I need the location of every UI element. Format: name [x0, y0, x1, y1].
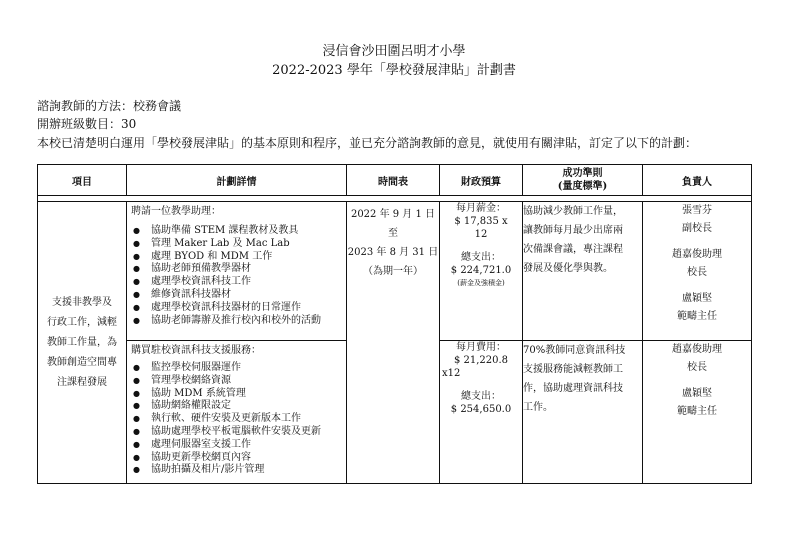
- budget-note: (薪金及強積金): [457, 279, 505, 287]
- list-item: ● 監控學校伺服器運作: [133, 362, 346, 375]
- responsible-line: 校長: [687, 362, 707, 373]
- schedule-line: 2023 年 8 月 31 日: [347, 247, 439, 258]
- budget-line: 總支出：: [461, 391, 501, 402]
- responsible-line: 範疇主任: [677, 406, 717, 417]
- responsible-cell: [643, 341, 752, 484]
- budget-line: 每月費用：: [456, 342, 506, 353]
- header-success: [523, 165, 643, 196]
- responsible-line: 盧穎堅: [682, 388, 712, 399]
- schedule-cell: [347, 202, 440, 484]
- budget-line: 總支出：: [461, 252, 501, 263]
- header-details: 計劃詳情: [127, 165, 347, 196]
- table-header-row: [38, 165, 752, 196]
- responsible-line: 張雪芬: [682, 205, 712, 216]
- responsible-cell: [643, 202, 752, 341]
- success-line: 作，協助處理資訊科技: [523, 383, 623, 394]
- list-item: ● 管理學校網絡資源: [133, 375, 346, 388]
- list-item: ● 協助更新學校網頁內容: [133, 452, 346, 465]
- detail-heading: 購買駐校資訊科技支援服務：: [131, 345, 261, 356]
- responsible-line: 範疇主任: [677, 311, 717, 322]
- budget-line: x12: [442, 368, 461, 379]
- plan-statement: 本校已清楚明白運用「學校發展津貼」的基本原則和程序，並已充分諮詢教師的意見，就使用有關津貼，訂定了以下的計劃：: [37, 136, 698, 150]
- header-success-title: 成功準則: [562, 168, 603, 179]
- table-row: [38, 202, 752, 341]
- success-line: 協助減少教師工作量，: [523, 206, 623, 217]
- schedule-line: 2022 年 9 月 1 日至: [350, 209, 436, 239]
- class-count: 開辦班級數目：30: [37, 117, 137, 131]
- plan-table: [37, 164, 752, 484]
- header-budget: 財政預算: [440, 165, 523, 196]
- list-item: ● 執行軟、硬件安裝及更新版本工作: [133, 413, 346, 426]
- list-item: ● 協助拍攝及相片/影片管理: [133, 464, 346, 477]
- success-line: 次備課會議，專注課程: [523, 244, 623, 255]
- list-item: ● 協助處理學校平板電腦軟件安裝及更新: [133, 426, 346, 439]
- list-item: ● 處理伺服器室支援工作: [133, 439, 346, 452]
- budget-line: $ 254,650.0: [450, 404, 512, 415]
- list-item: ● 協助準備 STEM 課程教材及教具: [133, 225, 346, 238]
- detail-list: [127, 225, 346, 327]
- school-name: 浸信會沙田圍呂明才小學: [322, 44, 466, 59]
- responsible-line: 校長: [687, 267, 707, 278]
- detail-cell: [127, 202, 347, 341]
- plan-title: 2022-2023 學年「學校發展津貼」計劃書: [272, 63, 516, 78]
- consult-method: 諮詢教師的方法：校務會議: [37, 99, 182, 113]
- schedule-line: （為期一年）: [363, 266, 423, 277]
- header-responsible: 負責人: [643, 165, 752, 196]
- budget-line: $ 21,220.8: [453, 355, 509, 366]
- item-line: 注課程發展: [57, 376, 107, 388]
- success-line: 70%教師同意資訊科技: [523, 345, 626, 356]
- list-item: ● 管理 Maker Lab 及 Mac Lab: [133, 238, 346, 251]
- budget-cell: [440, 341, 523, 484]
- responsible-line: 趙嘉俊助理: [672, 249, 722, 260]
- success-line: 工作。: [523, 402, 553, 413]
- success-line: 支援服務能減輕教師工: [523, 364, 623, 375]
- item-cell: [38, 202, 127, 484]
- list-item: ● 處理學校資訊科技工作: [133, 276, 346, 289]
- detail-list: [127, 362, 346, 477]
- header-success-sub: (量度標準): [557, 181, 608, 192]
- item-line: 教師工作量，為: [47, 336, 117, 348]
- responsible-line: 副校長: [682, 223, 712, 234]
- list-item: ● 協助老師預備教學器材: [133, 263, 346, 276]
- list-item: ● 協助老師籌辦及推行校內和校外的活動: [133, 315, 346, 328]
- success-cell: [523, 341, 643, 484]
- budget-line: $ 17,835 x: [454, 216, 508, 227]
- item-line: 支援非教學及: [52, 296, 112, 308]
- list-item: ● 處理學校資訊科技器材的日常運作: [133, 302, 346, 315]
- detail-cell: [127, 341, 347, 484]
- budget-line: 每月薪金：: [456, 203, 506, 214]
- budget-line: $ 224,721.0: [450, 265, 512, 276]
- list-item: ● 協助 MDM 系統管理: [133, 388, 346, 401]
- list-item: ● 維修資訊科技器材: [133, 289, 346, 302]
- budget-cell: [440, 202, 523, 341]
- list-item: ● 協助網絡權限設定: [133, 400, 346, 413]
- header-schedule: 時間表: [347, 165, 440, 196]
- budget-line: 12: [474, 229, 488, 240]
- responsible-line: 趙嘉俊助理: [672, 344, 722, 355]
- responsible-line: 盧穎堅: [682, 293, 712, 304]
- list-item: ● 處理 BYOD 和 MDM 工作: [133, 251, 346, 264]
- success-line: 發展及優化學與教。: [523, 263, 613, 274]
- header-item: 項目: [38, 165, 127, 196]
- item-line: 行政工作，減輕: [47, 316, 117, 328]
- item-line: 教師創造空間專: [47, 356, 117, 368]
- detail-heading: 聘請一位教學助理：: [131, 206, 221, 217]
- success-cell: [523, 202, 643, 341]
- success-line: 讓教師每月最少出席兩: [523, 225, 623, 236]
